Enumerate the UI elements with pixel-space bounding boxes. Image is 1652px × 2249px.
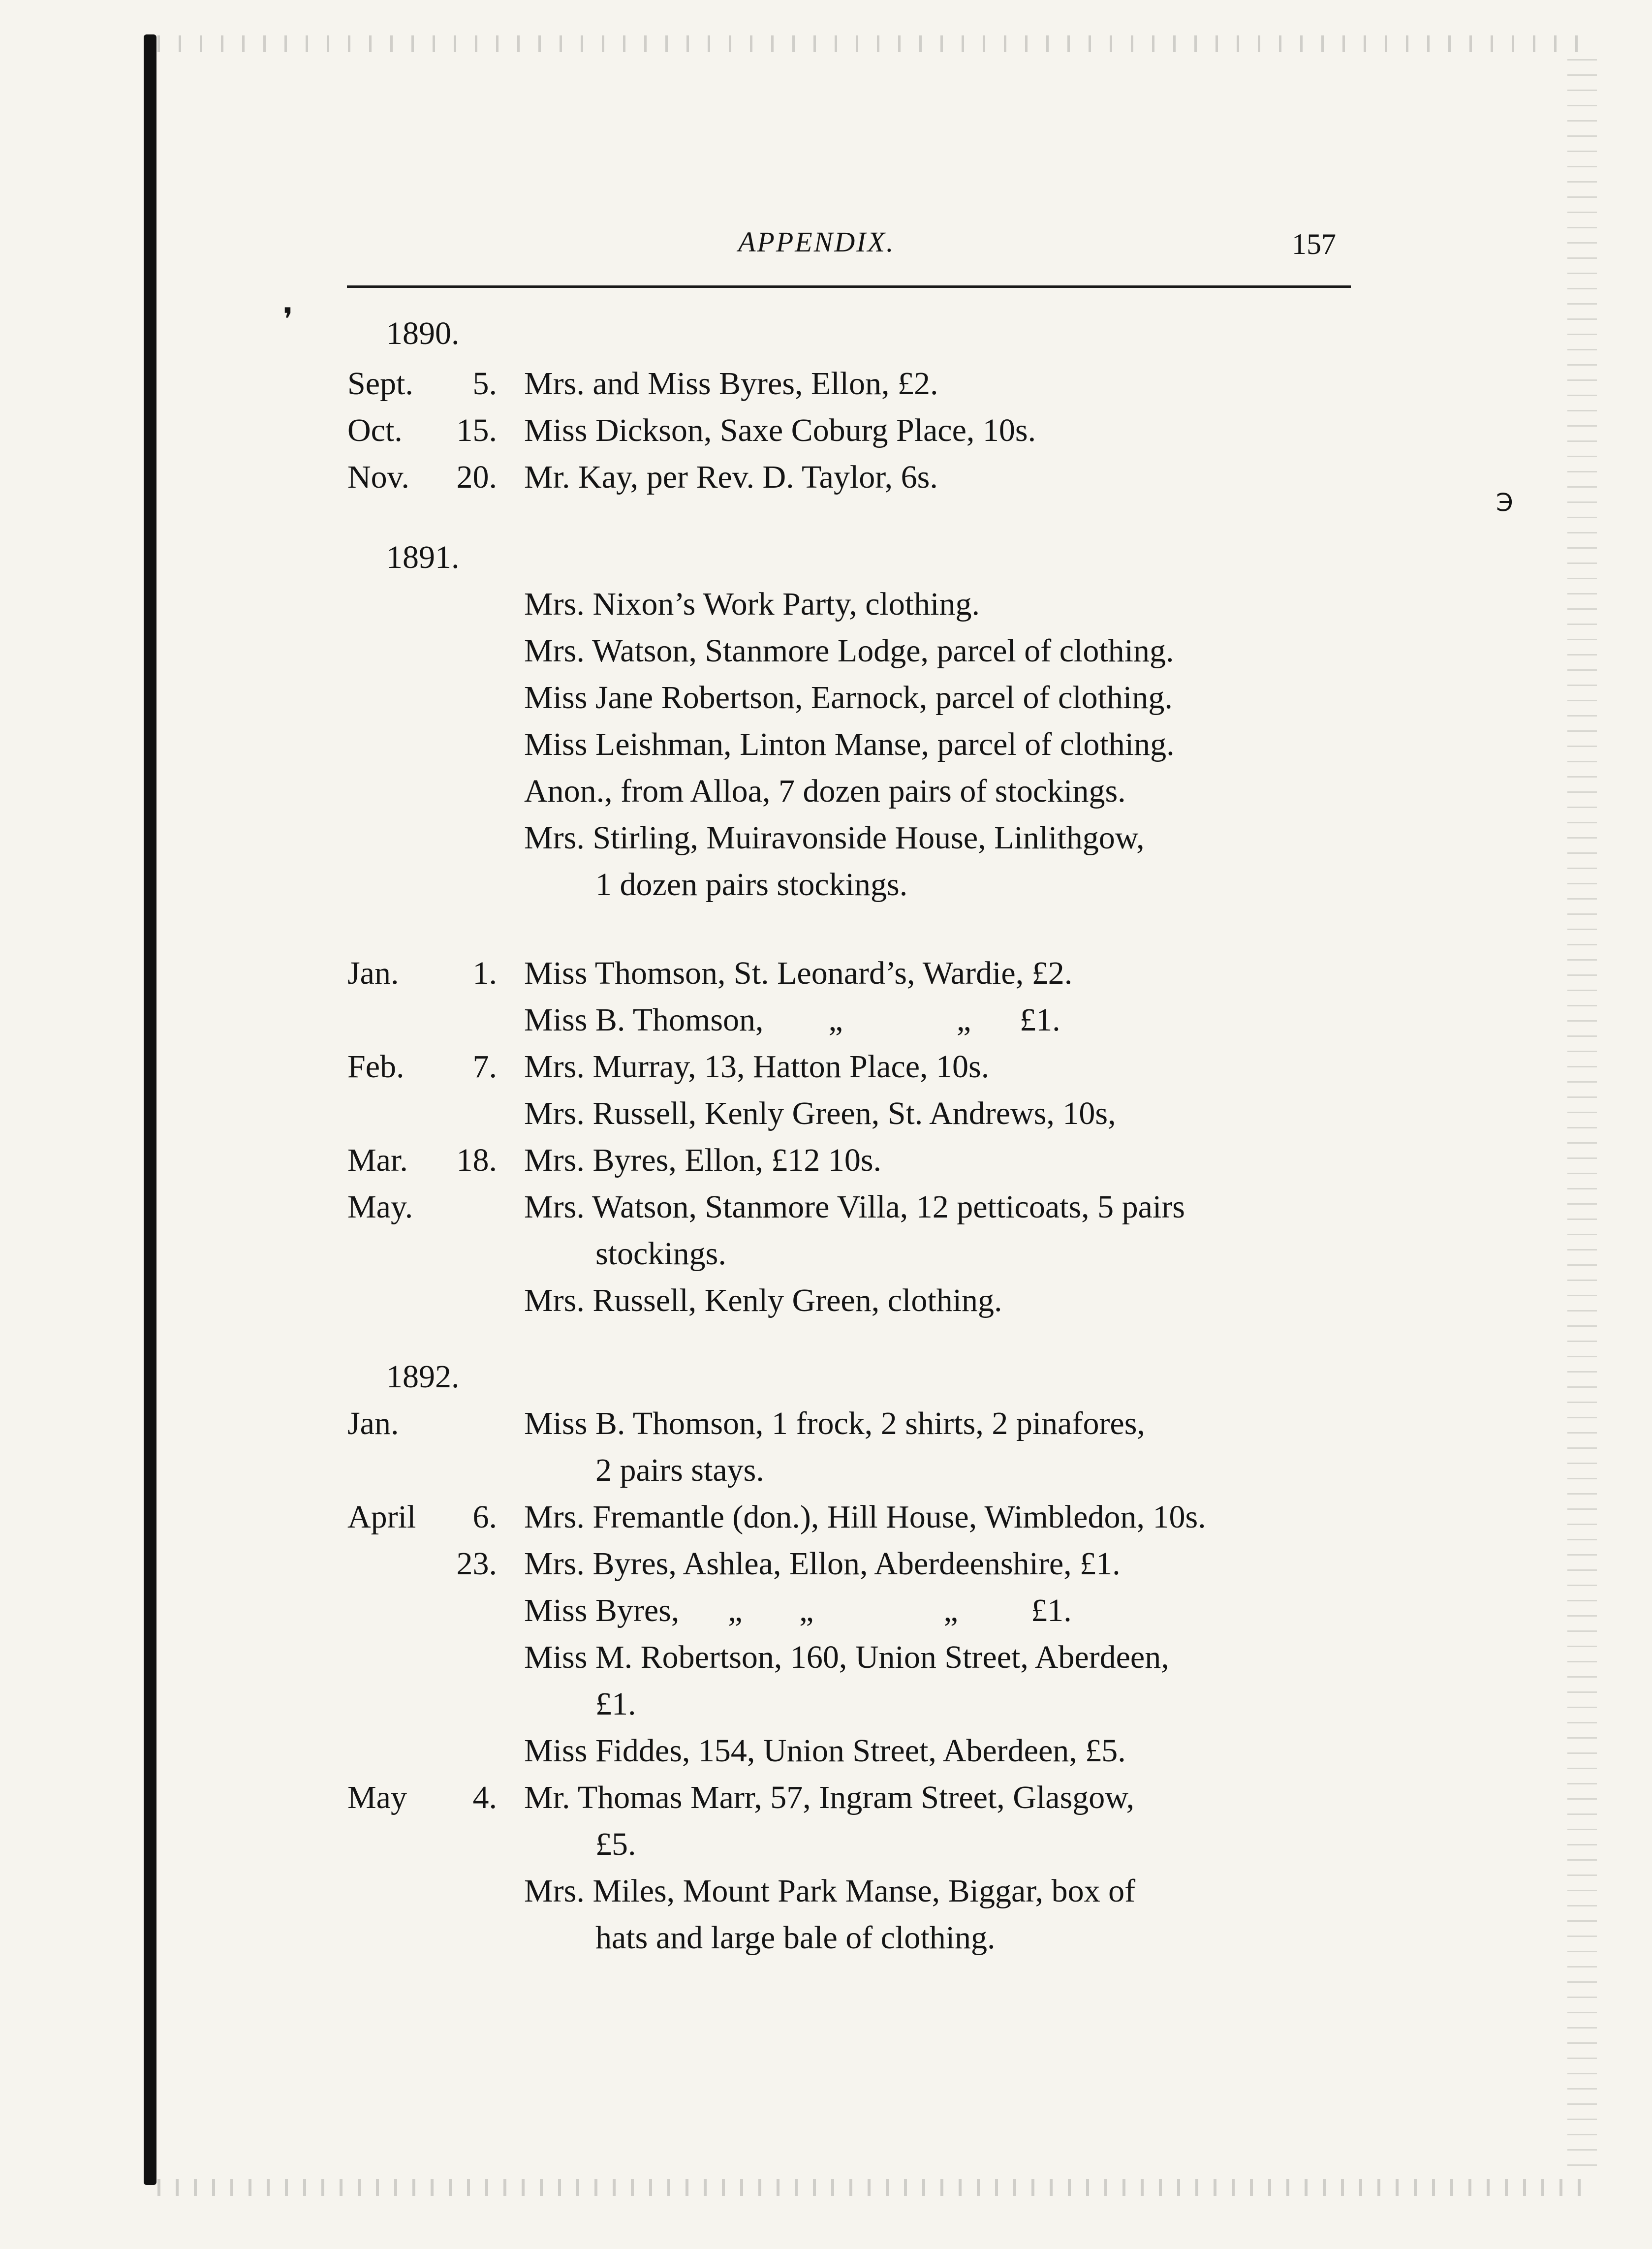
list-item — [0, 1235, 1652, 1282]
list-item — [0, 1095, 1652, 1142]
running-header: APPENDIX. — [738, 226, 895, 258]
entry-text: £1. — [595, 1686, 636, 1722]
list-item — [0, 412, 1652, 459]
entry-text: Mrs. Russell, Kenly Green, St. Andrews, 10s, — [524, 1095, 1116, 1131]
entry-month: April — [347, 1499, 416, 1535]
entry-text: Miss Leishman, Linton Manse, parcel of clothing. — [524, 726, 1175, 762]
list-item — [0, 1919, 1652, 1966]
entry-text: Mrs. Byres, Ellon, £12 10s. — [524, 1142, 881, 1178]
entry-text: 2 pairs stays. — [595, 1452, 764, 1488]
entry-text: hats and large bale of clothing. — [595, 1920, 996, 1956]
entry-text: Mrs. Murray, 13, Hatton Place, 10s. — [524, 1049, 990, 1085]
entry-text: stockings. — [595, 1236, 726, 1272]
entry-text: Mrs. Watson, Stanmore Villa, 12 petticoats, 5 pairs — [524, 1189, 1185, 1225]
entry-text: Miss Dickson, Saxe Coburg Place, 10s. — [524, 412, 1036, 448]
entry-day: 23. — [456, 1546, 497, 1582]
entry-day: 1. — [472, 955, 497, 991]
list-item — [0, 1639, 1652, 1686]
list-item — [0, 365, 1652, 412]
entry-text: Mrs. Stirling, Muiravonside House, Linlithgow, — [524, 820, 1145, 856]
entry-text: 1 dozen pairs stockings. — [595, 867, 908, 903]
list-item — [0, 955, 1652, 1001]
list-item — [0, 1188, 1652, 1235]
list-item — [0, 1142, 1652, 1188]
year-heading: 1890. — [386, 315, 460, 351]
entry-text: Miss Thomson, St. Leonard’s, Wardie, £2. — [524, 955, 1073, 991]
margin-mark: ℈ — [1496, 486, 1513, 513]
list-item — [0, 1592, 1652, 1639]
entry-text: Mrs. Russell, Kenly Green, clothing. — [524, 1282, 1002, 1318]
entry-text: Miss M. Robertson, 160, Union Street, Aberdeen, — [524, 1639, 1169, 1675]
entry-day: 20. — [456, 459, 497, 495]
list-item — [0, 586, 1652, 632]
entry-day: 5. — [472, 366, 497, 402]
entry-text: Miss Byres, „ „ „ £1. — [524, 1593, 1072, 1628]
entry-text: Mrs. Watson, Stanmore Lodge, parcel of clothing. — [524, 633, 1174, 669]
entry-text: Mrs. Byres, Ashlea, Ellon, Aberdeenshire, £1. — [524, 1546, 1121, 1582]
entry-text: Mrs. Miles, Mount Park Manse, Biggar, box of — [524, 1873, 1136, 1909]
entry-month: Feb. — [347, 1049, 405, 1085]
entry-month: Sept. — [347, 366, 413, 402]
entry-text: Miss B. Thomson, „ „ £1. — [524, 1002, 1060, 1038]
entry-day: 6. — [472, 1499, 497, 1535]
list-item — [0, 1282, 1652, 1329]
list-item — [0, 1826, 1652, 1873]
entry-day: 15. — [456, 412, 497, 448]
entry-day: 18. — [456, 1142, 497, 1178]
entry-text: Mr. Thomas Marr, 57, Ingram Street, Glasgow, — [524, 1780, 1135, 1815]
margin-mark: ❜ — [283, 302, 293, 337]
entry-text: Anon., from Alloa, 7 dozen pairs of stockings. — [524, 773, 1126, 809]
entry-day: 7. — [472, 1049, 497, 1085]
entry-text: £5. — [595, 1826, 636, 1862]
page-number: 157 — [1292, 228, 1336, 260]
list-item — [0, 1048, 1652, 1095]
entry-month: May — [347, 1780, 407, 1815]
list-item — [0, 1779, 1652, 1826]
list-item — [0, 1405, 1652, 1452]
year-heading: 1891. — [386, 539, 460, 575]
entry-text: Mrs. Nixon’s Work Party, clothing. — [524, 586, 980, 622]
entry-text: Mrs. Fremantle (don.), Hill House, Wimbledon, 10s. — [524, 1499, 1206, 1535]
list-item — [0, 632, 1652, 679]
entry-month: Jan. — [347, 955, 399, 991]
entry-text: Miss Fiddes, 154, Union Street, Aberdeen, £5. — [524, 1733, 1126, 1769]
entry-month: Oct. — [347, 412, 403, 448]
list-item — [0, 1686, 1652, 1732]
list-item — [0, 1452, 1652, 1499]
entry-text: Miss Jane Robertson, Earnock, parcel of clothing. — [524, 680, 1173, 716]
year-heading: 1892. — [386, 1359, 460, 1395]
entry-month: Jan. — [347, 1406, 399, 1441]
list-item — [0, 866, 1652, 913]
list-item — [0, 1732, 1652, 1779]
entry-day: 4. — [472, 1780, 497, 1815]
list-item — [0, 1001, 1652, 1048]
list-item — [0, 679, 1652, 726]
entry-month: Mar. — [347, 1142, 408, 1178]
list-item — [0, 773, 1652, 819]
list-item — [0, 726, 1652, 773]
list-item — [0, 819, 1652, 866]
entry-month: May. — [347, 1189, 413, 1225]
entry-text: Miss B. Thomson, 1 frock, 2 shirts, 2 pinafores, — [524, 1406, 1145, 1441]
list-item — [0, 1545, 1652, 1592]
list-item — [0, 1873, 1652, 1919]
entry-text: Mr. Kay, per Rev. D. Taylor, 6s. — [524, 459, 938, 495]
entry-month: Nov. — [347, 459, 409, 495]
entry-text: Mrs. and Miss Byres, Ellon, £2. — [524, 366, 938, 402]
list-item — [0, 459, 1652, 505]
list-item — [0, 1499, 1652, 1545]
